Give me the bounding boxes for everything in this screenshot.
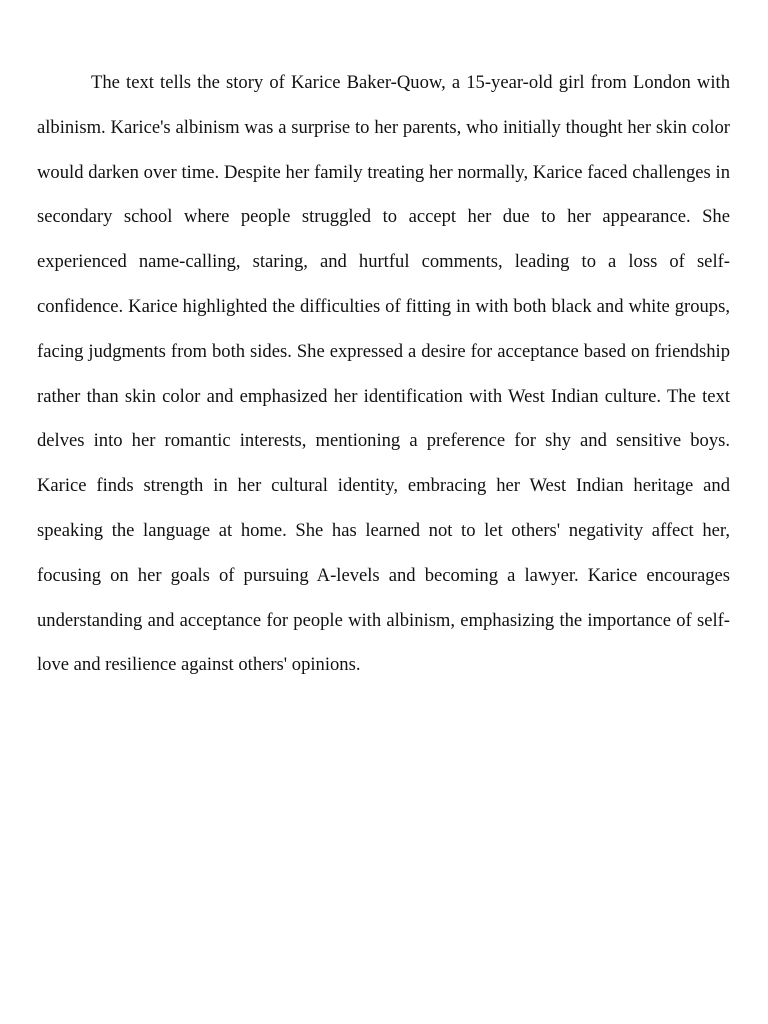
summary-paragraph: The text tells the story of Karice Baker-Quow, a 15-year-old girl from London with albinism. Karice's albinism was a surprise to her parents, who initially thought her skin color would darken over time. Despite her family treating her normally, Karice faced challenges in secondary school where people struggled to accept her due to her appearance. She experienced name-calling, staring, and hurtful comments, leading to a loss of self-confidence. Karice highlighted the difficulties of fitting in with both black and white groups, facing judgments from both sides. She expressed a desire for acceptance based on friendship rather than skin color and emphasized her identification with West Indian culture. The text delves into her romantic interests, mentioning a preference for shy and sensitive boys. Karice finds strength in her cultural identity, embracing her West Indian heritage and speaking the language at home. She has learned not to let others' negativity affect her, focusing on her goals of pursuing A-levels and becoming a lawyer. Karice encourages understanding and acceptance for people with albinism, emphasizing the importance of self-love and resilience against others' opinions.: [37, 72, 730, 676]
